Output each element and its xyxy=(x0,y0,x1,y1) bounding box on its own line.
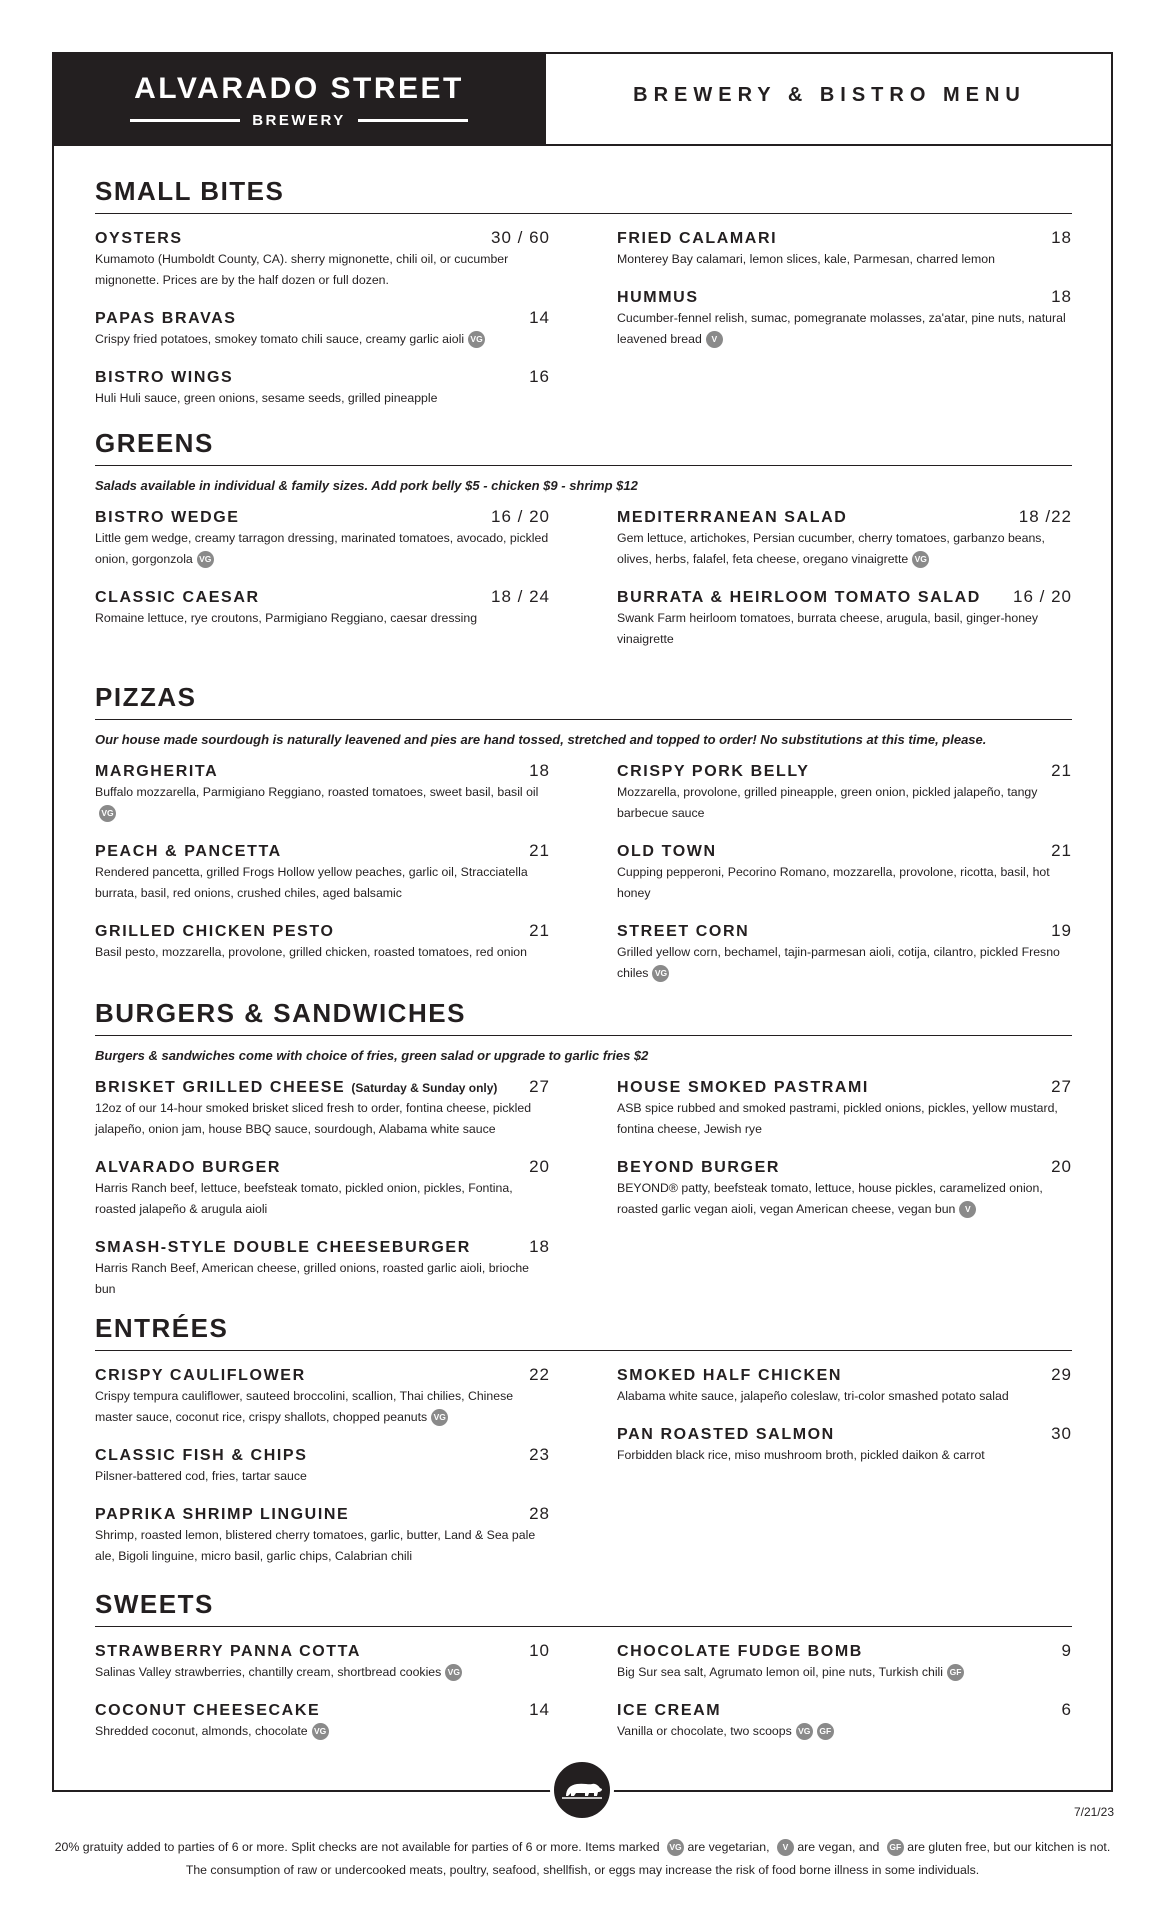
menu-item xyxy=(95,1157,550,1220)
footer-disclaimer xyxy=(52,1836,1113,1882)
item-description: Crispy tempura cauliflower, sauteed broccolini, scallion, Thai chilies, Chinese master sauce, coconut rice, crispy shallots, chopped peanuts xyxy=(95,1389,514,1424)
menu-item xyxy=(617,1641,1072,1683)
item-name: CLASSIC CAESAR xyxy=(95,589,260,606)
menu-item xyxy=(95,1365,550,1428)
section-greens xyxy=(95,428,1072,667)
item-name: FRIED CALAMARI xyxy=(617,230,778,247)
item-price: 27 xyxy=(529,1077,550,1096)
section-pizzas xyxy=(95,682,1072,1001)
footer-text: are vegetarian, xyxy=(687,1840,770,1854)
section-note: Burgers & sandwiches come with choice of fries, green salad or upgrade to garlic fries $2 xyxy=(95,1048,649,1063)
item-price: 18 / 24 xyxy=(491,587,550,606)
menu-item xyxy=(95,1237,550,1300)
item-description: Big Sur sea salt, Agrumato lemon oil, pine nuts, Turkish chili xyxy=(617,1665,944,1679)
item-name: CHOCOLATE FUDGE BOMB xyxy=(617,1643,863,1660)
gluten-free-badge-icon: GF xyxy=(947,1664,964,1681)
footer-text: are gluten free, but our kitchen is not. xyxy=(907,1840,1111,1854)
brand-logo xyxy=(52,52,546,144)
logo-main-text: ALVARADO STREET xyxy=(134,72,464,105)
menu-item xyxy=(95,228,550,291)
item-description: ASB spice rubbed and smoked pastrami, pickled onions, pickles, yellow mustard, fontina cheese, Jewish rye xyxy=(617,1101,1058,1136)
menu-item xyxy=(95,1445,550,1487)
section-sweets xyxy=(95,1589,1072,1759)
item-price: 19 xyxy=(1051,921,1072,940)
item-description: Pilsner-battered cod, fries, tartar sauce xyxy=(95,1469,307,1483)
vegan-badge-icon: V xyxy=(706,331,723,348)
item-name: BISTRO WEDGE xyxy=(95,509,240,526)
item-description: Grilled yellow corn, bechamel, tajin-parmesan aioli, cotija, cilantro, pickled Fresno chiles xyxy=(617,945,1060,980)
item-name: PAPRIKA SHRIMP LINGUINE xyxy=(95,1506,350,1523)
item-name: OYSTERS xyxy=(95,230,183,247)
vegan-badge-icon: V xyxy=(777,1839,794,1856)
menu-item xyxy=(95,841,550,904)
section-title: ENTRÉES xyxy=(95,1313,1072,1351)
item-price: 27 xyxy=(1051,1077,1072,1096)
item-name: ALVARADO BURGER xyxy=(95,1159,282,1176)
item-name: BURRATA & HEIRLOOM TOMATO SALAD xyxy=(617,589,981,606)
item-description: Little gem wedge, creamy tarragon dressing, marinated tomatoes, avocado, pickled onion, gorgonzola xyxy=(95,531,549,566)
item-name: BEYOND BURGER xyxy=(617,1159,781,1176)
menu-item xyxy=(617,228,1072,270)
menu-item xyxy=(617,761,1072,824)
item-name: COCONUT CHEESECAKE xyxy=(95,1702,321,1719)
item-name: PEACH & PANCETTA xyxy=(95,843,282,860)
item-description: Alabama white sauce, jalapeño coleslaw, tri-color smashed potato salad xyxy=(617,1389,1009,1403)
menu-item xyxy=(95,587,550,629)
item-price: 6 xyxy=(1061,1700,1072,1719)
item-price: 30 / 60 xyxy=(491,228,550,247)
item-description: Forbidden black rice, miso mushroom broth, pickled daikon & carrot xyxy=(617,1448,985,1462)
item-price: 9 xyxy=(1061,1641,1072,1660)
logo-sub-text: BREWERY xyxy=(252,111,346,129)
vegetarian-badge-icon: VG xyxy=(312,1723,329,1740)
item-name: OLD TOWN xyxy=(617,843,717,860)
item-description: BEYOND® patty, beefsteak tomato, lettuce, house pickles, caramelized onion, roasted garlic vegan aioli, vegan American cheese, vegan bun xyxy=(617,1181,1043,1216)
item-price: 16 / 20 xyxy=(1013,587,1072,606)
menu-item xyxy=(95,1641,550,1683)
item-name: PAPAS BRAVAS xyxy=(95,310,237,327)
item-name: BISTRO WINGS xyxy=(95,369,234,386)
item-description: Huli Huli sauce, green onions, sesame seeds, grilled pineapple xyxy=(95,391,438,405)
section-title: BURGERS & SANDWICHES xyxy=(95,998,1072,1036)
item-name: SMASH-STYLE DOUBLE CHEESEBURGER xyxy=(95,1239,471,1256)
section-title: SMALL BITES xyxy=(95,176,1072,214)
item-name: BRISKET GRILLED CHEESE xyxy=(95,1079,346,1096)
menu-item xyxy=(95,1700,550,1742)
item-availability-note: (Saturday & Sunday only) xyxy=(351,1081,498,1095)
item-description: Salinas Valley strawberries, chantilly cream, shortbread cookies xyxy=(95,1665,442,1679)
item-description: Kumamoto (Humboldt County, CA). sherry mignonette, chili oil, or cucumber mignonette. Prices are by the half dozen or full dozen. xyxy=(95,252,509,287)
item-price: 18 xyxy=(529,761,550,780)
menu-item xyxy=(95,1504,550,1567)
item-price: 18 xyxy=(1051,287,1072,306)
item-price: 28 xyxy=(529,1504,550,1523)
item-price: 21 xyxy=(529,841,550,860)
vegan-badge-icon: V xyxy=(959,1201,976,1218)
vegetarian-badge-icon: VG xyxy=(431,1409,448,1426)
item-name: GRILLED CHICKEN PESTO xyxy=(95,923,335,940)
bear-logo-icon xyxy=(550,1758,614,1822)
menu-item xyxy=(617,1700,1072,1742)
item-name: CRISPY PORK BELLY xyxy=(617,763,810,780)
menu-item xyxy=(617,1077,1072,1140)
item-price: 22 xyxy=(529,1365,550,1384)
gluten-free-badge-icon: GF xyxy=(887,1839,904,1856)
vegetarian-badge-icon: VG xyxy=(197,551,214,568)
item-price: 21 xyxy=(529,921,550,940)
vegetarian-badge-icon: VG xyxy=(652,965,669,982)
item-name: HOUSE SMOKED PASTRAMI xyxy=(617,1079,869,1096)
menu-item xyxy=(617,1157,1072,1220)
item-description: 12oz of our 14-hour smoked brisket sliced fresh to order, fontina cheese, pickled jalapeño, onion jam, house BBQ sauce, sourdough, Alabama white sauce xyxy=(95,1101,532,1136)
item-price: 30 xyxy=(1051,1424,1072,1443)
menu-item xyxy=(617,587,1072,650)
item-description: Harris Ranch beef, lettuce, beefsteak tomato, pickled onion, pickles, Fontina, roasted jalapeño & arugula aioli xyxy=(95,1181,513,1216)
footer-health-warning: The consumption of raw or undercooked meats, poultry, seafood, shellfish, or eggs may increase the risk of food borne illness in some individuals. xyxy=(185,1863,980,1877)
item-price: 16 / 20 xyxy=(491,507,550,526)
item-price: 20 xyxy=(1051,1157,1072,1176)
item-name: STRAWBERRY PANNA COTTA xyxy=(95,1643,362,1660)
menu-header xyxy=(52,52,1113,146)
vegetarian-badge-icon: VG xyxy=(667,1839,684,1856)
item-description: Gem lettuce, artichokes, Persian cucumber, cherry tomatoes, garbanzo beans, olives, herbs, falafel, feta cheese, oregano vinaigrette xyxy=(617,531,1045,566)
menu-item xyxy=(95,761,550,824)
item-description: Rendered pancetta, grilled Frogs Hollow yellow peaches, garlic oil, Stracciatella burrata, basil, red onions, crushed chiles, aged balsamic xyxy=(95,865,528,900)
item-name: MEDITERRANEAN SALAD xyxy=(617,509,848,526)
item-description: Vanilla or chocolate, two scoops xyxy=(617,1724,792,1738)
section-burgers-sandwiches xyxy=(95,998,1072,1317)
menu-item xyxy=(95,308,550,350)
menu-date: 7/21/23 xyxy=(1073,1805,1114,1819)
item-description: Crispy fried potatoes, smokey tomato chili sauce, creamy garlic aioli xyxy=(95,332,465,346)
item-price: 14 xyxy=(529,1700,550,1719)
item-name: ICE CREAM xyxy=(617,1702,722,1719)
menu-item xyxy=(617,841,1072,904)
section-entrees xyxy=(95,1313,1072,1584)
menu-item xyxy=(95,507,550,570)
item-price: 23 xyxy=(529,1445,550,1464)
menu-item xyxy=(617,1365,1072,1407)
item-description: Basil pesto, mozzarella, provolone, grilled chicken, roasted tomatoes, red onion xyxy=(95,945,527,959)
menu-item xyxy=(95,1077,550,1140)
item-name: STREET CORN xyxy=(617,923,750,940)
item-price: 18 xyxy=(529,1237,550,1256)
item-description: Shredded coconut, almonds, chocolate xyxy=(95,1724,308,1738)
item-name: SMOKED HALF CHICKEN xyxy=(617,1367,843,1384)
item-price: 29 xyxy=(1051,1365,1072,1384)
vegetarian-badge-icon: VG xyxy=(445,1664,462,1681)
item-price: 21 xyxy=(1051,761,1072,780)
item-description: Mozzarella, provolone, grilled pineapple, green onion, pickled jalapeño, tangy barbecue sauce xyxy=(617,785,1038,820)
menu-item xyxy=(617,1424,1072,1466)
section-title: SWEETS xyxy=(95,1589,1072,1627)
item-description: Buffalo mozzarella, Parmigiano Reggiano, roasted tomatoes, sweet basil, basil oil xyxy=(95,785,539,799)
item-description: Monterey Bay calamari, lemon slices, kale, Parmesan, charred lemon xyxy=(617,252,995,266)
item-price: 16 xyxy=(529,367,550,386)
item-price: 10 xyxy=(529,1641,550,1660)
item-description: Harris Ranch Beef, American cheese, grilled onions, roasted garlic aioli, brioche bun xyxy=(95,1261,530,1296)
menu-item xyxy=(617,507,1072,570)
item-name: HUMMUS xyxy=(617,289,699,306)
menu-item xyxy=(95,367,550,409)
item-price: 21 xyxy=(1051,841,1072,860)
section-small-bites xyxy=(95,176,1072,426)
item-price: 18 xyxy=(1051,228,1072,247)
item-price: 18 /22 xyxy=(1018,507,1072,526)
item-name: PAN ROASTED SALMON xyxy=(617,1426,835,1443)
item-name: CLASSIC FISH & CHIPS xyxy=(95,1447,308,1464)
vegetarian-badge-icon: VG xyxy=(99,805,116,822)
item-description: Romaine lettuce, rye croutons, Parmigiano Reggiano, caesar dressing xyxy=(95,611,478,625)
item-name: CRISPY CAULIFLOWER xyxy=(95,1367,306,1384)
section-title: PIZZAS xyxy=(95,682,1072,720)
menu-item xyxy=(617,921,1072,984)
vegetarian-badge-icon: VG xyxy=(468,331,485,348)
section-note: Salads available in individual & family sizes. Add pork belly $5 - chicken $9 - shrimp $12 xyxy=(95,478,638,493)
footer-text: are vegan, and xyxy=(797,1840,880,1854)
footer-text: 20% gratuity added to parties of 6 or more. Split checks are not available for parties of 6 or more. Items marked xyxy=(54,1840,660,1854)
item-description: Cupping pepperoni, Pecorino Romano, mozzarella, provolone, ricotta, basil, hot honey xyxy=(617,865,1050,900)
menu-item xyxy=(95,921,550,963)
gluten-free-badge-icon: GF xyxy=(817,1723,834,1740)
menu-title: BREWERY & BISTRO MENU xyxy=(633,84,1026,106)
menu-item xyxy=(617,287,1072,350)
item-price: 14 xyxy=(529,308,550,327)
item-description: Shrimp, roasted lemon, blistered cherry tomatoes, garlic, butter, Land & Sea pale ale, Bigoli linguine, micro basil, garlic chips, Calabrian chili xyxy=(95,1528,536,1563)
section-title: GREENS xyxy=(95,428,1072,466)
item-name: MARGHERITA xyxy=(95,763,219,780)
item-description: Cucumber-fennel relish, sumac, pomegranate molasses, za'atar, pine nuts, natural leavened bread xyxy=(617,311,1066,346)
section-note: Our house made sourdough is naturally leavened and pies are hand tossed, stretched and topped to order! No substitutions at this time, please. xyxy=(95,732,987,747)
vegetarian-badge-icon: VG xyxy=(796,1723,813,1740)
item-price: 20 xyxy=(529,1157,550,1176)
item-description: Swank Farm heirloom tomatoes, burrata cheese, arugula, basil, ginger-honey vinaigrette xyxy=(617,611,1039,646)
vegetarian-badge-icon: VG xyxy=(912,551,929,568)
